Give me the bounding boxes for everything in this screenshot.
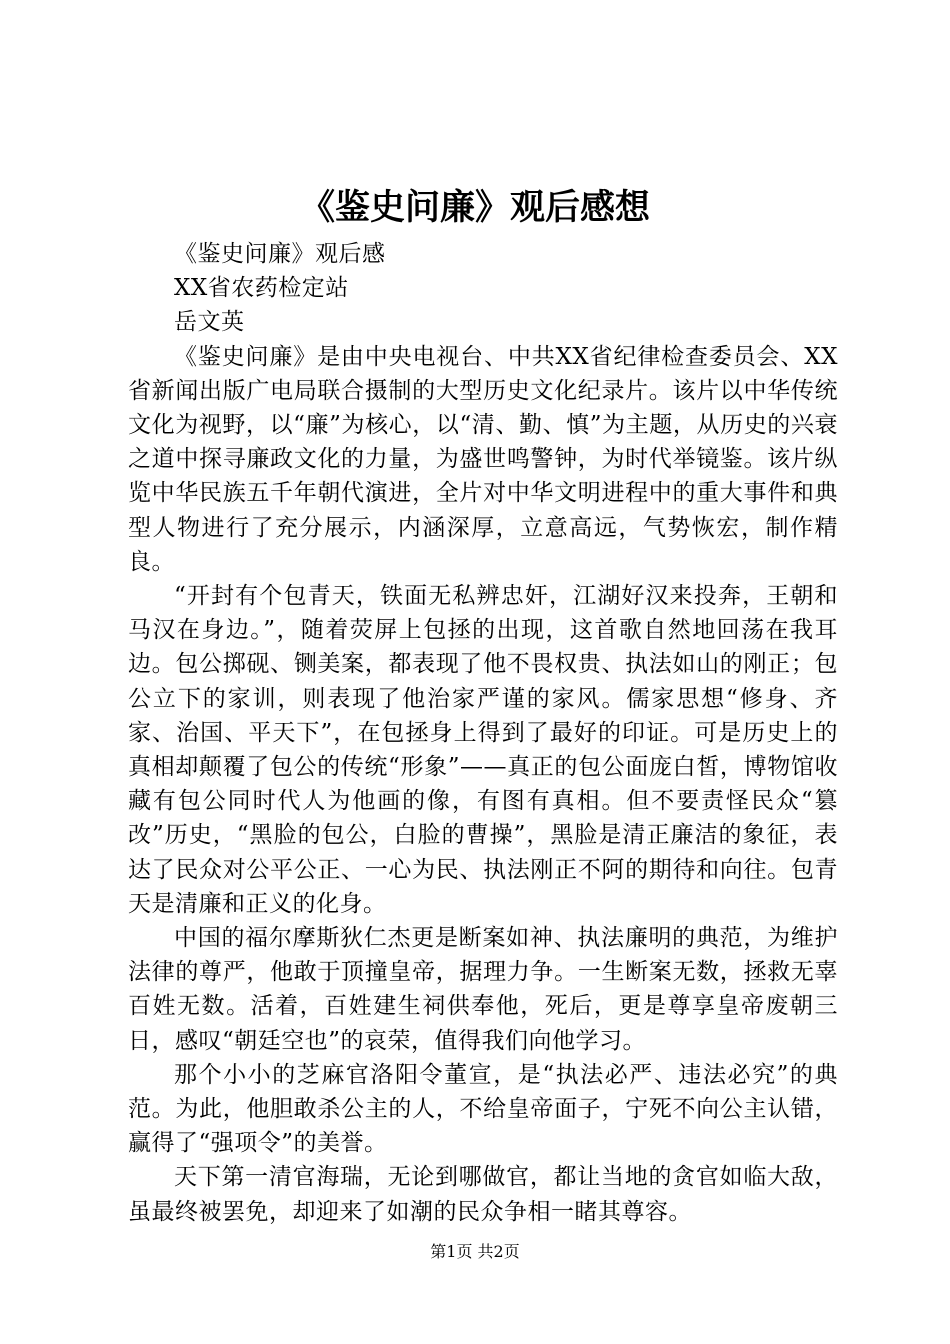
paragraph-bao-gong: “开封有个包青天，铁面无私辨忠奸，江湖好汉来投奔，王朝和马汉在身边。”，随着荧屏上包拯的出现，这首歌自然地回荡在我耳边。包公掷砚、铡美案，都表现了他不畏权贵、执法如山的刚正；包公立下的家训，则表现了他治家严谨的家风。儒家思想“修身、齐家、治国、平天下”，在包拯身上得到了最好的印证。可是历史上的真相却颠覆了包公的传统“形象”——真正的包公面庞白皙，博物馆收藏有包公同时代人为他画的像，有图有真相。但不要责怪民众“篡改”历史，“黑脸的包公，白脸的曹操”，黑脸是清正廉洁的象征，表达了民众对公平公正、一心为民、执法刚正不阿的期待和向往。包青天是清廉和正义的化身。 <box>128 583 838 917</box>
subtitle: 《鉴史问廉》观后感 <box>174 241 386 267</box>
paragraph-dong-xuan: 那个小小的芝麻官洛阳令董宣，是“执法必严、违法必究”的典范。为此，他胆敢杀公主的人，不给皇帝面子，宁死不向公主认错，赢得了“强项令”的美誉。 <box>128 1061 838 1157</box>
page-title: 《鉴史问廉》观后感想 <box>299 187 650 228</box>
paragraph-intro: 《鉴史问廉》是由中央电视台、中共XX省纪律检查委员会、XX省新闻出版广电局联合摄制的大型历史文化纪录片。该片以中华传统文化为视野，以“廉”为核心，以“清、勤、慎”为主题，从历史的兴衰之道中探寻廉政文化的力量，为盛世鸣警钟，为时代举镜鉴。该片纵览中华民族五千年朝代演进，全片对中华文明进程中的重大事件和典型人物进行了充分展示，内涵深厚，立意高远，气势恢宏，制作精良。 <box>128 343 838 575</box>
author: 岳文英 <box>174 309 245 336</box>
document-body <box>128 237 838 1229</box>
page-footer: 第1页 共2页 <box>430 1242 520 1261</box>
paragraph-di-renjie: 中国的福尔摩斯狄仁杰更是断案如神、执法廉明的典范，为维护法律的尊严，他敢于顶撞皇帝，据理力争。一生断案无数，拯救无辜百姓无数。活着，百姓建生祠供奉他，死后，更是尊享皇帝废朝三日，感叹“朝廷空也”的哀荣，值得我们向他学习。 <box>128 925 838 1054</box>
paragraph-hai-rui: 天下第一清官海瑞，无论到哪做官，都让当地的贪官如临大敌，虽最终被罢免，却迎来了如潮的民众争相一睹其尊容。 <box>128 1164 838 1225</box>
organization: XX省农药检定站 <box>174 275 349 302</box>
